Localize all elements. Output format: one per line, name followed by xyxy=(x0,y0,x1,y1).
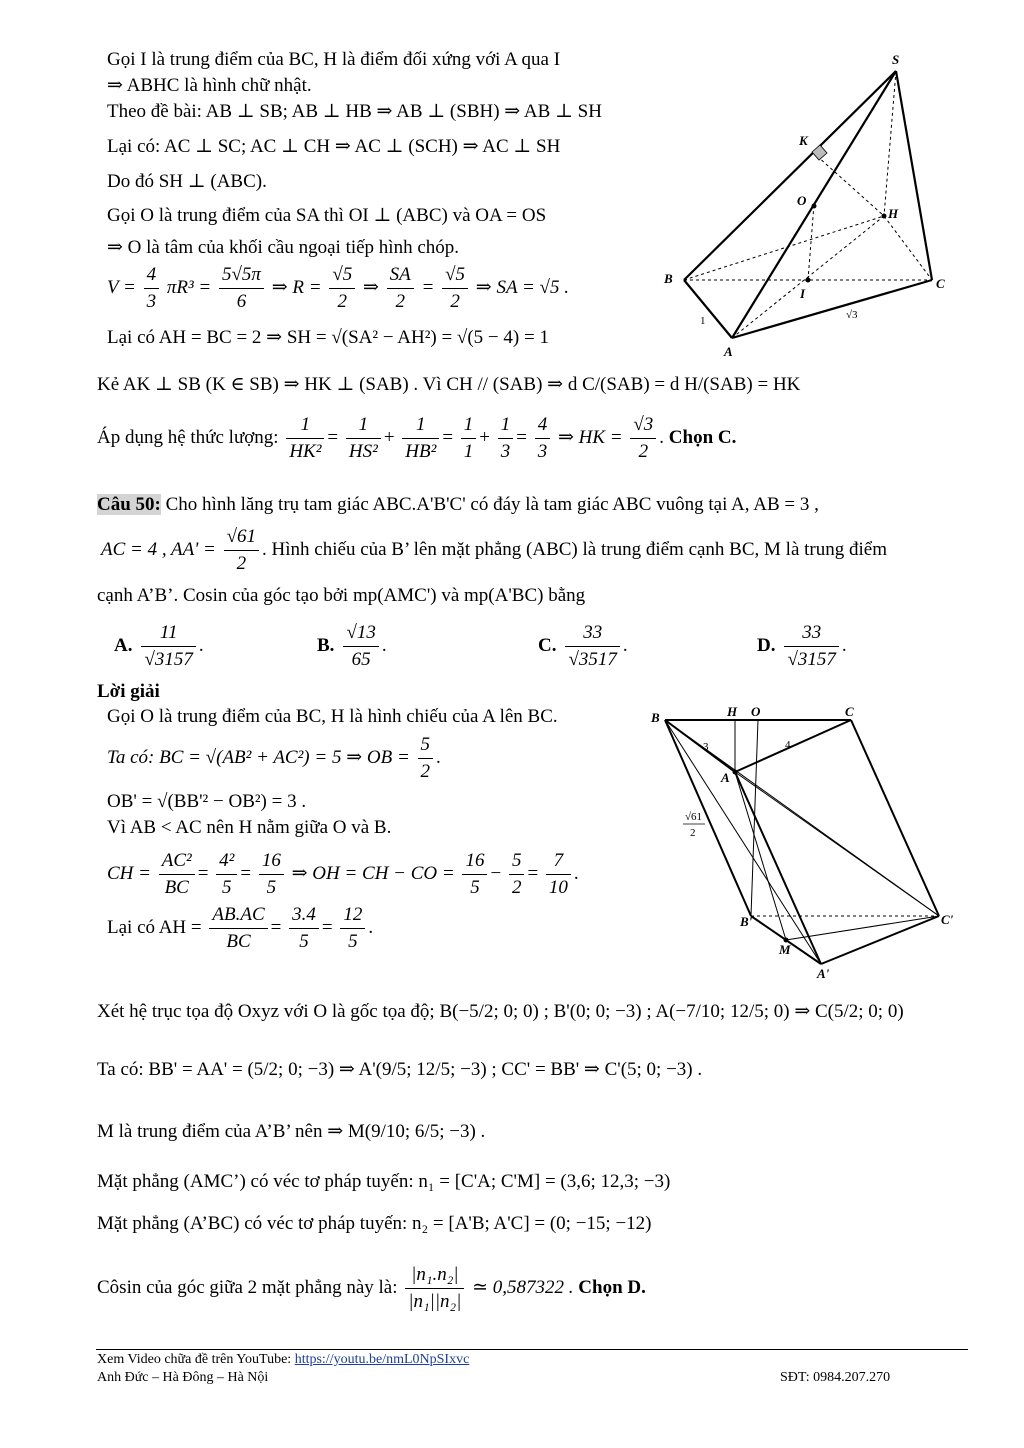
prism-figure xyxy=(645,702,965,982)
formula-cosine: Côsin của góc giữa 2 mặt phẳng này là: $\frac{\text{|n₁.n₂|}}{\text{|n₁||n₂|}}$ ≃ 0,587322 . Chọn D. xyxy=(97,1264,646,1312)
text-line: Gọi O là trung điểm của BC, H là hình chiếu của A lên BC. xyxy=(107,706,558,727)
formula-line: OB' = √(BB'² − OB²) = 3 . xyxy=(107,791,307,812)
text-line: Ta có: BB' = AA' = (5/2; 0; −3) ⇒ A'(9/5; 12/5; −3) ; CC' = BB' ⇒ C'(5; 0; −3) . xyxy=(97,1059,703,1080)
label-S: S xyxy=(892,52,900,67)
fraction: $\frac{√5}{2}$ xyxy=(329,262,355,315)
length-label: 3 xyxy=(703,741,709,753)
length-label: 1 xyxy=(700,315,706,327)
formula-ah: Lại có AH = $\frac{AB.AC}{BC}$ = $\frac{3.4}{5}$ = $\frac{12}{5}$ . xyxy=(107,904,374,952)
fraction: $\frac{SA}{2}$ xyxy=(387,262,414,315)
formula-ch: CH = $\frac{\text{AC²}}{BC}$ = $\frac{\text{4²}}{5}$ = $\frac{16}{5}$ ⇒ OH = CH − CO = $\frac{16}{5}$ − $\frac{5}{2}$ = $\frac{7}{10}$ . xyxy=(107,850,579,898)
text-line: Kẻ AK ⊥ SB (K ∈ SB) ⇒ HK ⊥ (SAB) . Vì CH // (SAB) ⇒ d C/(SAB) = d H/(SAB) = HK xyxy=(97,374,801,395)
formula-hk: Áp dụng hệ thức lượng: $\frac{1}{\text{HK²}}$ = $\frac{1}{\text{HS²}}$ + $\frac{1}{\text{HB²}}$ = $\frac{1}{1}$ + $\frac{1}{3}$ = $\frac{4}{3}$ ⇒ HK = $\frac{√3}{2}$ . Chọn C. xyxy=(97,414,737,462)
length-label: √61 xyxy=(685,811,703,823)
label-C: C xyxy=(845,704,854,719)
label-A: A xyxy=(724,344,733,359)
label-I: I xyxy=(800,286,806,301)
question-50-line2: AC = 4 , AA' = $\frac{√61}{2}$ . Hình chiếu của B’ lên mặt phẳng (ABC) là trung điểm cạnh BC, M là trung điểm xyxy=(101,526,887,574)
pyramid-figure xyxy=(660,48,960,368)
label-O: O xyxy=(751,704,761,719)
text-line: Theo đề bài: AB ⊥ SB; AB ⊥ HB ⇒ AB ⊥ (SBH) ⇒ AB ⊥ SH xyxy=(107,101,602,122)
solution-heading: Lời giải xyxy=(97,681,160,702)
length-label: 4 xyxy=(785,739,791,751)
footer-video: Xem Video chữa đề trên YouTube: https://youtu.be/nmL0NpSIxvc xyxy=(97,1352,470,1367)
label-A-prime: A' xyxy=(817,966,830,981)
length-label: √3 xyxy=(846,309,858,321)
label-C-prime: C' xyxy=(941,912,954,927)
text-line: ⇒ ABHC là hình chữ nhật. xyxy=(107,75,312,96)
label-M: M xyxy=(779,942,791,957)
footer-phone: SĐT: 0984.207.270 xyxy=(780,1370,891,1385)
text-line: ⇒ O là tâm của khối cầu ngoại tiếp hình chóp. xyxy=(107,237,460,258)
youtube-link[interactable]: https://youtu.be/nmL0NpSIxvc xyxy=(294,1352,470,1367)
footer-divider xyxy=(96,1349,968,1350)
text-line: Mặt phẳng (A’BC) có véc tơ pháp tuyến: n₂ = [A'B; A'C] = (0; −15; −12) xyxy=(97,1213,652,1234)
text-line: Gọi I là trung điểm của BC, H là điểm đối xứng với A qua I xyxy=(107,49,561,70)
label-A: A xyxy=(721,770,730,785)
label-K: K xyxy=(799,133,808,148)
text-line: Mặt phẳng (AMC’) có véc tơ pháp tuyến: n₁ = [C'A; C'M] = (3,6; 12,3; −3) xyxy=(97,1171,671,1192)
label-H: H xyxy=(888,206,899,221)
text-line: Gọi O là trung điểm của SA thì OI ⊥ (ABC) và OA = OS xyxy=(107,205,547,226)
text-line: Lại có: AC ⊥ SC; AC ⊥ CH ⇒ AC ⊥ (SCH) ⇒ AC ⊥ SH xyxy=(107,136,561,157)
answer-option-a: A. $\frac{11}{√3157}$ . xyxy=(114,622,204,670)
text-line: Xét hệ trục tọa độ Oxyz với O là gốc tọa độ; B(−5/2; 0; 0) ; B'(0; 0; −3) ; A(−7/10; 12/5; 0) ⇒ C(5/2; 0; 0) xyxy=(97,1001,904,1022)
length-label: 2 xyxy=(690,827,696,839)
fraction: $\frac{4}{3}$ xyxy=(144,262,160,315)
label-B: B xyxy=(651,710,660,725)
formula-sphere-volume: V = $\frac{4}{3}$ πR³ = $\frac{5√5\pi}{6}$ ⇒ R = $\frac{√5}{2}$ ⇒ $\frac{SA}{2}$ = $\frac{√5}{2}$ ⇒ SA = √5 . xyxy=(107,262,569,315)
answer-option-d: D. $\frac{33}{√3157}$ . xyxy=(757,622,847,670)
text-line: Lại có AH = BC = 2 ⇒ SH = √(SA² − AH²) = √(5 − 4) = 1 xyxy=(107,327,549,348)
text-line: Do đó SH ⊥ (ABC). xyxy=(107,171,267,192)
label-C: C xyxy=(936,276,945,291)
label-B-prime: B' xyxy=(740,914,753,929)
answer-option-b: B. $\frac{√13}{65}$ . xyxy=(317,622,387,670)
fraction: $\frac{√5}{2}$ xyxy=(442,262,468,315)
label-O: O xyxy=(797,193,807,208)
question-50-line3: cạnh A’B’. Cosin của góc tạo bởi mp(AMC') và mp(A'BC) bằng xyxy=(97,585,586,606)
text-line: M là trung điểm của A’B’ nên ⇒ M(9/10; 6/5; −3) . xyxy=(97,1121,486,1142)
answer-option-c: C. $\frac{33}{√3517}$ . xyxy=(538,622,628,670)
text-line: Vì AB < AC nên H nằm giữa O và B. xyxy=(107,817,392,838)
footer-author: Anh Đức – Hà Đông – Hà Nội xyxy=(97,1370,269,1385)
label-B: B xyxy=(664,271,673,286)
question-50-line1: Câu 50: Cho hình lăng trụ tam giác ABC.A'B'C' có đáy là tam giác ABC vuông tại A, AB = 3 , xyxy=(97,494,819,515)
fraction: $\frac{5√5\pi}{6}$ xyxy=(219,262,264,315)
formula-line: Ta có: BC = √(AB² + AC²) = 5 ⇒ OB = $\frac{5}{2}$ . xyxy=(107,734,441,782)
label-H: H xyxy=(727,704,738,719)
